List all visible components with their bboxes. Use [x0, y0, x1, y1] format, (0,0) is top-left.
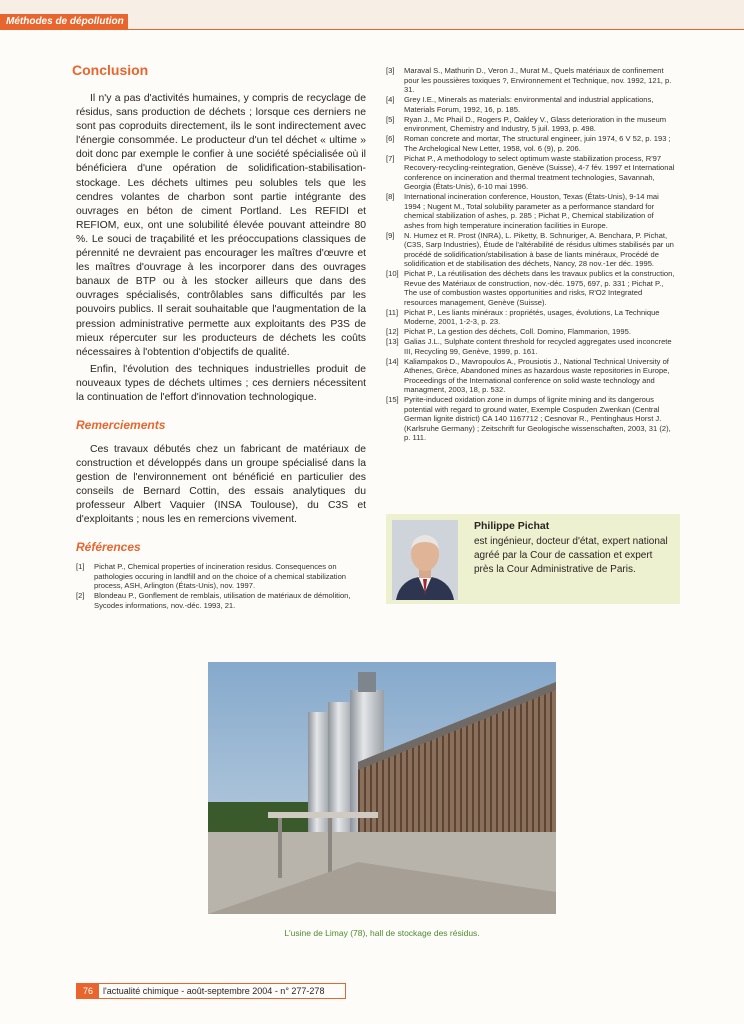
page-footer: [76, 983, 346, 999]
reference-item: [14] Kaliampakos D., Mavropoulos A., Prousiotis J., National Technical University of Athenes, Grèce, Abandoned mines as hazardous waste repositories in Europe, Proceedings of the International conference on solid waste technology and managment, 2003, 18, p. 532.: [386, 356, 670, 394]
conclusion-paragraph-1: Il n'y a pas d'activités humaines, y compris de recyclage de résidus, sans production de déchets ; lorsque ces derniers ne sont pas coproduits directement, ils le sont indirectement avec l'énergie consommée. Le producteur d'un tel déchet « ultime » doit donc par exemple le confier à une société spécialisée où il bénéficiera d'une opération de solidification-stabilisation-stockage. Les déchets ultimes peu solubles tels que les cendres volantes de charbon sont partie intégrante des ouvrages en béton de ciment Portland. Les REFIDI et REFIOM, eux, ont une solubilité élevée pouvant atteindre 80 %. Le souci de traçabilité et les préoccupations classiques de pérennité ne devraient pas encourager les maîtres d'œuvre et les maîtres d'ouvrage à les incorporer dans des ouvrages banaux de BTP ou à les stocker ailleurs que dans des ouvrages spécialisés, contrôlables sans difficultés par les pouvoirs publics. Il serait souhaitable que l'augmentation de la pression administrative permette aux exploitants des P3S de mieux répercuter sur les producteurs de déchets les coûts nécessaires à l'obtention d'objectifs de qualité.: [76, 93, 366, 358]
conclusion-paragraph-2: Enfin, l'évolution des techniques industrielles produit de nouveaux types de déchets ultimes ; ces derniers nécessitent la continuation de l'effort d'innovation technologique.: [76, 364, 366, 404]
factory-photo: [208, 662, 556, 914]
remerciements-paragraph: Ces travaux débutés chez un fabricant de matériaux de construction et développés dans un groupe spécialisé dans la gestion de l'environnement ont bénéficié en particulier des conseils de Bernard Cottin, des essais analytiques du professeur Albert Vaquier (INSA Toulouse), du C3S et d'exploitants ; nous les en remercions vivement.: [76, 444, 366, 526]
reference-item: [10] Pichat P., La réutilisation des déchets dans les travaux publics et la construction, Revue des Matériaux de construction, nov.-déc. 1975, 697, p. 331 ; Pichat P., The use of combustion wastes opportunities and risks, R'O2 Integrated resources management, Genève (Suisse).: [386, 269, 675, 307]
author-name: Philippe Pichat: [474, 520, 550, 532]
reference-item: [9] N. Humez et R. Prost (INRA), L. Piketty, B. Schnuriger, A. Benchara, P. Pichat, (C3S, Sarp Industries), Étude de l'altérabilité de résidus ultimes stabilisés par un procédé de solidification/stabilisation à base de liants minéraux, Procédé de solidification et de stabilisation des déchets, Nancy, 28 nov.-1er déc. 1995.: [386, 230, 674, 268]
references-list-right: [386, 66, 676, 443]
reference-item: [7] Pichat P., A methodology to select optimum waste stabilization process, R'97 Recovery-recycling-reintegration, Genève (Suisse), 4-7 fév. 1997 et International conference on incineration and thermal treatment technologies, Savannah, Georgia (États-Unis), 6-10 mai 1996.: [386, 153, 675, 191]
remerciements-heading: Remerciements: [76, 418, 166, 432]
references-heading: Références: [76, 540, 141, 554]
reference-item: [1] Pichat P., Chemical properties of incineration residus. Consequences on pathologies occuring in landfill and on the choice of a chemical stabilization process, ASH, Arlington (États-Unis), nov. 1997.: [76, 562, 347, 590]
reference-item: [3] Maraval S., Mathurin D., Veron J., Murat M., Quels matériaux de confinement pour les poussières toxiques ?, Environnement et Technique, nov. 1992, 121, p. 31.: [386, 66, 672, 94]
reference-item: [5] Ryan J., Mc Phail D., Rogers P., Oakley V., Glass deterioration in the museum environment, Chemistry and Industry, 5 juil. 1993, p. 498.: [386, 114, 667, 133]
photo-caption: L'usine de Limay (78), hall de stockage des résidus.: [284, 928, 480, 938]
reference-item: [11] Pichat P., Les liants minéraux : propriétés, usages, évolutions, La Technique Moderne, 2001, 1-2-3, p. 23.: [386, 307, 660, 326]
section-label: Méthodes de dépollution: [0, 14, 128, 30]
page-number: 76: [77, 984, 99, 998]
reference-item: [13] Galias J.L., Sulphate content threshold for recycled aggregates used inconcrete III, Recycling 99, Genève, 1999, p. 161.: [386, 337, 672, 356]
conclusion-heading: Conclusion: [72, 62, 149, 78]
author-box: [386, 514, 680, 604]
author-portrait: [392, 520, 458, 600]
reference-item: [15] Pyrite-induced oxidation zone in dumps of lignite mining and its dangerous potential with regard to ground water, Exemple Cospuden Zwenkan (Central German lignite district) CA 140 1167712 ; Cesnovar R., Pentinghaus Horst J. (Karlsruhe Germany) ; Zeitschrift fur Geologische wissenschaften, 2003, 31 (2), p. 111.: [386, 395, 671, 442]
journal-reference: l'actualité chimique - août-septembre 2004 - n° 277-278: [103, 986, 325, 996]
reference-item: [4] Grey I.E., Minerals as materials: environmental and industrial applications, Materials Forum, 1992, 16, p. 185.: [386, 95, 654, 114]
reference-item: [8] International incineration conference, Houston, Texas (États-Unis), 9-14 mai 1994 ; Nugent M., Total solubility parameter as a performance standard for chemical stabilization of ashes, p. 285 ; Pichat P., Chemical stabilization of ashes from high temperature incineration facilities in Europe.: [386, 192, 659, 230]
header-rule: [128, 29, 744, 30]
references-list-left: [76, 562, 366, 611]
reference-item: [2] Blondeau P., Gonflement de remblais, utilisation de matériaux de démolition, Sycodes informations, nov.-déc. 1993, 21.: [76, 591, 351, 610]
reference-item: [12] Pichat P., La gestion des déchets, Coll. Domino, Flammarion, 1995.: [386, 327, 631, 336]
author-description: est ingénieur, docteur d'état, expert national agréé par la Cour de cassation et expert près la Cour Administrative de Paris.: [474, 536, 668, 575]
reference-item: [6] Roman concrete and mortar, The structural engineer, juin 1974, 6 V 52, p. 193 ; The Archelogical New Letter, 1958, vol. 6 (9), p. 206.: [386, 134, 671, 153]
